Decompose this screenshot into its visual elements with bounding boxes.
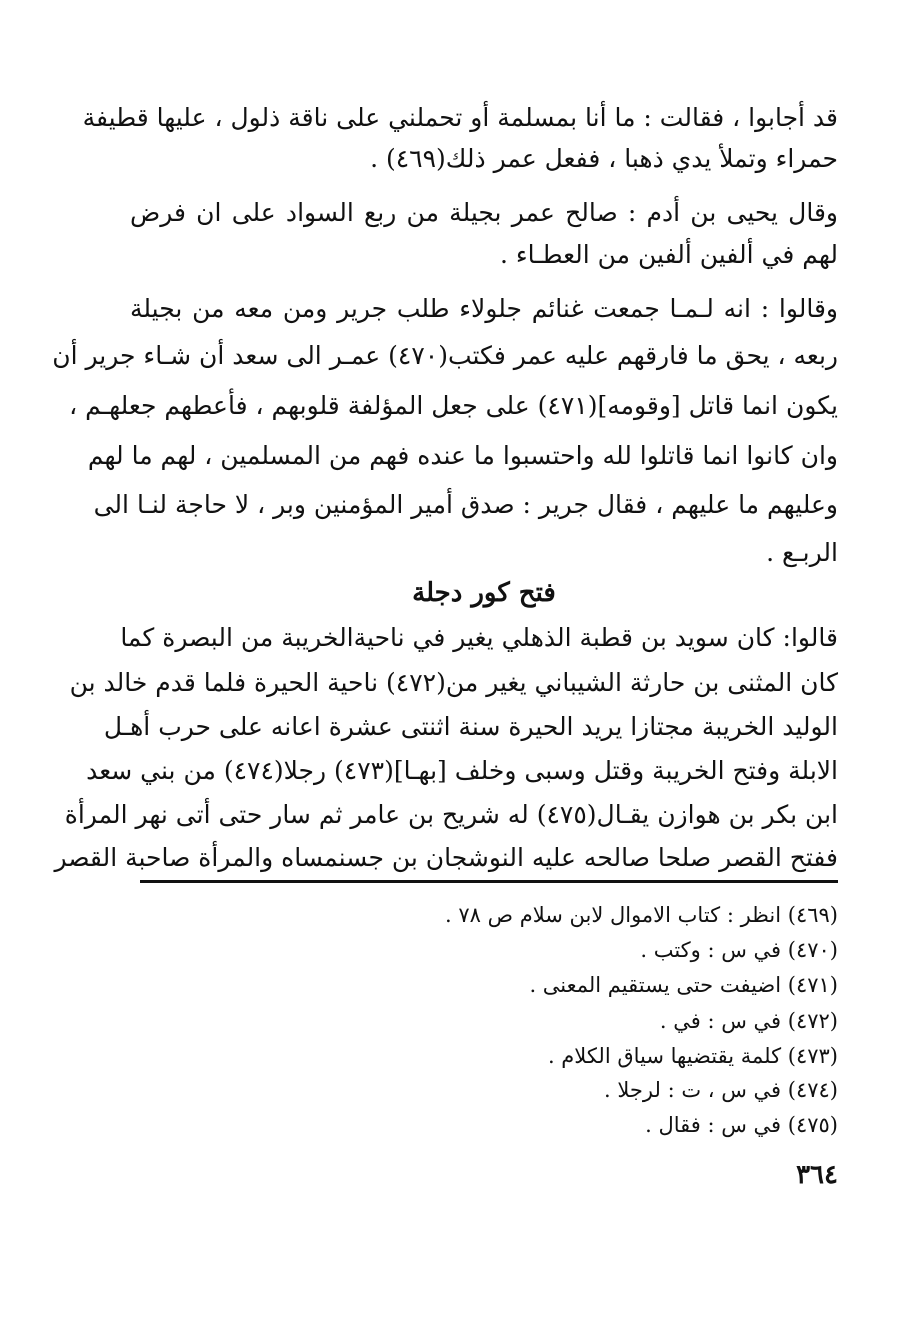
body-line: ربعه ، يحق ما فارقهم عليه عمر فكتب(٤٧٠) عمـر الى سعد أن شـاء جرير أن [52, 341, 838, 370]
section-line: ففتح القصر صلحا صالحه عليه النوشجان بن جسنمساه والمرأة صاحبة القصر [54, 843, 838, 872]
body-line: وعليهم ما عليهم ، فقال جرير : صدق أمير المؤمنين وبر ، لا حاجة لنـا الى [93, 490, 838, 519]
footnote: (٤٧٥) في س : فقال . [645, 1113, 838, 1137]
body-line: حمراء وتملأ يدي ذهبا ، ففعل عمر ذلك(٤٦٩) . [370, 144, 838, 173]
footnote: (٤٧٢) في س : في . [659, 1009, 838, 1033]
section-line: الابلة وفتح الخريبة وقتل وسبى وخلف [بهـا](٤٧٣) رجلا(٤٧٤) من بني سعد [86, 756, 838, 785]
footnote-divider [140, 880, 838, 883]
body-line: وقالوا : انه لـمـا جمعت غنائم جلولاء طلب جرير ومن معه من بجيلة [130, 294, 838, 323]
footnote: (٤٧٤) في س ، ت : لرجلا . [604, 1078, 838, 1102]
section-line: ابن بكر بن هوازن يقـال(٤٧٥) له شريح بن عامر ثم سار حتى أتى نهر المرأة [64, 800, 838, 829]
section-line: الوليد الخريبة مجتازا يريد الحيرة سنة اثنتى عشرة اعانه على حرب أهـل [103, 712, 838, 741]
body-line: يكون انما قاتل [وقومه](٤٧١) على جعل المؤلفة قلوبهم ، فأعطهم جعلهـم ، [69, 391, 838, 420]
section-line: كان المثنى بن حارثة الشيباني يغير من(٤٧٢) ناحية الحيرة فلما قدم خالد بن [69, 668, 838, 697]
body-line: قد أجابوا ، فقالت : ما أنا بمسلمة أو تحملني على ناقة ذلول ، عليها قطيفة [82, 103, 838, 132]
page-number: ٣٦٤ [796, 1160, 838, 1190]
footnote: (٤٧٠) في س : وكتب . [640, 938, 838, 962]
section-line: قالوا: كان سويد بن قطبة الذهلي يغير في ناحيةالخريبة من البصرة كما [120, 623, 838, 652]
body-line: لهم في ألفين ألفين من العطـاء . [499, 240, 838, 269]
footnote: (٤٧٣) كلمة يقتضيها سياق الكلام . [547, 1044, 838, 1068]
body-line: وان كانوا انما قاتلوا لله واحتسبوا ما عنده فهم من المسلمين ، لهم ما لهم [87, 441, 838, 470]
section-heading: فتح كور دجلة [412, 578, 556, 608]
footnote: (٤٧١) اضيفت حتى يستقيم المعنى . [529, 973, 838, 997]
body-line: الربـع . [766, 538, 838, 567]
body-line: وقال يحيى بن أدم : صالح عمر بجيلة من ربع السواد على ان فرض [130, 198, 838, 227]
footnote: (٤٦٩) انظر : كتاب الاموال لابن سلام ص ٧٨ . [445, 903, 838, 927]
